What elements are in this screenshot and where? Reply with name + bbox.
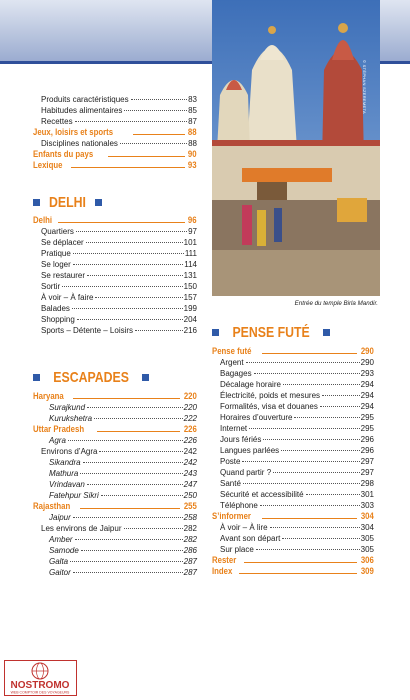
toc-entry-page: 296 [360, 435, 374, 444]
toc-entry-label: Quartiers [41, 227, 74, 236]
toc-entry-page: 222 [183, 414, 197, 423]
leader-dots [239, 573, 357, 574]
toc-entry [41, 314, 197, 325]
toc-entry-label: Balades [41, 304, 70, 313]
toc-entry [33, 424, 197, 435]
toc-entry-page: 85 [188, 106, 197, 115]
toc-entry-page: 305 [360, 534, 374, 543]
toc-entry-label: Se loger [41, 260, 71, 269]
leader-dots [244, 562, 358, 563]
leader-dots [73, 517, 183, 518]
toc-entry-page: 301 [360, 490, 374, 499]
leader-dots [120, 143, 187, 144]
toc-entry [41, 138, 197, 149]
blue-square-icon [323, 329, 330, 336]
section-heading [33, 369, 149, 386]
toc-entry [49, 413, 197, 424]
leader-dots [246, 362, 360, 363]
nostromo-logo [4, 660, 77, 696]
toc-entry [41, 248, 197, 259]
blue-square-icon [95, 199, 102, 206]
toc-entry [212, 555, 374, 566]
leader-dots [77, 319, 183, 320]
toc-entry-page: 286 [183, 546, 197, 555]
toc-entry [220, 456, 374, 467]
leader-dots [75, 539, 183, 540]
toc-entry-label: Vrindavan [49, 480, 85, 489]
leader-dots [62, 286, 183, 287]
leader-dots [73, 572, 183, 573]
toc-entry-page: 97 [188, 227, 197, 236]
leader-dots [254, 373, 360, 374]
toc-entry-label: Sikandra [49, 458, 81, 467]
toc-entry-page: 304 [360, 511, 374, 522]
toc-entry-label: Jeux, loisirs et sports [33, 127, 114, 138]
leader-dots [97, 431, 180, 432]
toc-entry [220, 478, 374, 489]
toc-entry-label: Poste [220, 457, 241, 466]
toc-entry [41, 237, 197, 248]
toc-entry-label: Kurukshetra [49, 414, 93, 423]
toc-entry-label: Rajasthan [33, 501, 71, 512]
toc-entry [220, 533, 374, 544]
toc-entry-label: Internet [220, 424, 248, 433]
leader-dots [243, 483, 360, 484]
toc-entry-label: Sur place [220, 545, 254, 554]
leader-dots [124, 110, 187, 111]
toc-entry-label: Mathura [49, 469, 79, 478]
section-title: DELHI [49, 194, 86, 211]
toc-entry-label: Téléphone [220, 501, 258, 510]
toc-entry-label: Se déplacer [41, 238, 84, 247]
toc-entry [49, 402, 197, 413]
leader-dots [70, 561, 183, 562]
toc-entry-label: Uttar Pradesh [33, 424, 85, 435]
leader-dots [71, 167, 186, 168]
section-heading [33, 194, 102, 211]
blue-square-icon [142, 374, 149, 381]
toc-entry [220, 489, 374, 500]
toc-entry [41, 281, 197, 292]
toc-entry [41, 259, 197, 270]
toc-entry-page: 309 [360, 566, 374, 577]
toc-entry-page: 296 [360, 446, 374, 455]
toc-entry [41, 270, 197, 281]
toc-entry [212, 566, 374, 577]
toc-entry [41, 523, 197, 534]
toc-entry-label: Sports – Détente – Loisirs [41, 326, 134, 335]
leader-dots [249, 428, 360, 429]
toc-entry [220, 379, 374, 390]
toc-entry-label: Langues parlées [220, 446, 280, 455]
toc-entry-label: Surajkund [49, 403, 86, 412]
toc-entry-page: 199 [183, 304, 197, 313]
toc-entry [41, 303, 197, 314]
toc-entry [212, 511, 374, 522]
toc-entry-label: À voir – À faire [41, 293, 94, 302]
toc-entry-label: Pense futé [212, 346, 252, 357]
blue-square-icon [33, 374, 40, 381]
toc-entry-page: 204 [183, 315, 197, 324]
toc-entry-page: 101 [183, 238, 197, 247]
toc-entry-page: 287 [183, 568, 197, 577]
toc-entry [49, 490, 197, 501]
toc-entry [49, 435, 197, 446]
toc-entry [220, 390, 374, 401]
toc-entry-page: 293 [360, 369, 374, 378]
leader-dots [95, 297, 182, 298]
toc-entry-page: 88 [188, 127, 197, 138]
leader-dots [68, 440, 183, 441]
leader-dots [124, 528, 183, 529]
toc-entry-page: 250 [183, 491, 197, 500]
toc-entry-page: 96 [188, 215, 197, 226]
toc-entry [49, 534, 197, 545]
toc-entry-page: 258 [183, 513, 197, 522]
toc-entry [41, 226, 197, 237]
toc-entry-page: 83 [188, 95, 197, 104]
toc-entry-page: 90 [188, 149, 197, 160]
blue-square-icon [33, 199, 40, 206]
leader-dots [101, 495, 183, 496]
toc-entry [220, 423, 374, 434]
toc-entry-page: 242 [183, 447, 197, 456]
leader-dots [94, 418, 183, 419]
toc-entry-label: Habitudes alimentaires [41, 106, 123, 115]
toc-entry-label: Environs d’Agra [41, 447, 98, 456]
toc-entry-label: Gaitor [49, 568, 71, 577]
toc-entry-page: 287 [183, 557, 197, 566]
section-title: ESCAPADES [53, 369, 129, 386]
toc-entry [49, 468, 197, 479]
toc-entry [41, 105, 197, 116]
toc-entry [220, 445, 374, 456]
toc-entry [220, 500, 374, 511]
toc-entry-page: 93 [188, 160, 197, 171]
photo-caption: Entrée du temple Birla Mandir. [294, 300, 378, 307]
toc-entry-page: 247 [183, 480, 197, 489]
toc-entry-label: Lexique [33, 160, 63, 171]
toc-entry-label: Agra [49, 436, 66, 445]
toc-entry [220, 412, 374, 423]
toc-entry-label: Les environs de Jaipur [41, 524, 122, 533]
toc-entry-label: Se restaurer [41, 271, 86, 280]
toc-entry-page: 88 [188, 139, 197, 148]
toc-entry-page: 282 [183, 524, 197, 533]
toc-entry-label: Sortir [41, 282, 61, 291]
toc-entry-label: Électricité, poids et mesures [220, 391, 321, 400]
toc-entry-page: 297 [360, 468, 374, 477]
toc-entry [220, 368, 374, 379]
toc-entry-label: Horaires d’ouverture [220, 413, 293, 422]
toc-entry [33, 160, 197, 171]
leader-dots [108, 156, 185, 157]
toc-entry-page: 243 [183, 469, 197, 478]
leader-dots [282, 538, 359, 539]
leader-dots [81, 550, 183, 551]
leader-dots [283, 384, 360, 385]
toc-entry [49, 512, 197, 523]
toc-entry-page: 220 [183, 403, 197, 412]
leader-dots [281, 450, 359, 451]
toc-entry-page: 297 [360, 457, 374, 466]
toc-entry-label: Jours fériés [220, 435, 262, 444]
leader-dots [135, 330, 183, 331]
toc-entry [220, 434, 374, 445]
toc-entry-label: Pratique [41, 249, 71, 258]
leader-dots [322, 395, 360, 396]
toc-entry [220, 544, 374, 555]
toc-entry [41, 325, 197, 336]
toc-entry [49, 567, 197, 578]
toc-entry [33, 215, 197, 226]
toc-entry-page: 111 [184, 249, 197, 258]
toc-entry-label: Quand partir ? [220, 468, 272, 477]
leader-dots [73, 398, 181, 399]
toc-entry [41, 116, 197, 127]
leader-dots [131, 99, 188, 100]
toc-entry-label: À voir – À lire [220, 523, 268, 532]
toc-entry-page: 306 [360, 555, 374, 566]
leader-dots [87, 407, 183, 408]
leader-dots [76, 231, 187, 232]
toc-entry-label: Santé [220, 479, 241, 488]
leader-dots [273, 472, 360, 473]
toc-entry-page: 294 [360, 391, 374, 400]
toc-entry-page: 294 [360, 402, 374, 411]
toc-entry-page: 242 [183, 458, 197, 467]
leader-dots [58, 222, 185, 223]
leader-dots [75, 121, 188, 122]
toc-entry-page: 303 [360, 501, 374, 510]
toc-entry-label: Disciplines nationales [41, 139, 118, 148]
leader-dots [320, 406, 360, 407]
leader-dots [87, 484, 183, 485]
toc-entry-label: Jaipur [49, 513, 71, 522]
toc-entry-label: Galta [49, 557, 69, 566]
leader-dots [80, 508, 180, 509]
toc-entry-page: 294 [360, 380, 374, 389]
leader-dots [73, 253, 184, 254]
toc-entry-page: 282 [183, 535, 197, 544]
toc-entry-label: Recettes [41, 117, 73, 126]
toc-entry [49, 556, 197, 567]
toc-entry [49, 479, 197, 490]
toc-entry-page: 220 [183, 391, 197, 402]
leader-dots [270, 527, 360, 528]
toc-entry-label: Argent [220, 358, 244, 367]
leader-dots [72, 308, 183, 309]
leader-dots [306, 494, 360, 495]
toc-entry-page: 298 [360, 479, 374, 488]
toc-entry-label: Avant son départ [220, 534, 281, 543]
toc-entry-page: 114 [184, 260, 197, 269]
toc-entry-label: Formalités, visa et douanes [220, 402, 318, 411]
toc-entry [220, 522, 374, 533]
toc-entry [33, 127, 197, 138]
toc-entry-label: Produits caractéristiques [41, 95, 129, 104]
leader-dots [83, 462, 183, 463]
toc-entry [220, 357, 374, 368]
temple-photo [212, 0, 380, 296]
toc-entry-page: 255 [183, 501, 197, 512]
leader-dots [294, 417, 359, 418]
leader-dots [262, 353, 357, 354]
toc-entry-label: Rester [212, 555, 237, 566]
leader-dots [260, 505, 360, 506]
toc-entry-page: 131 [183, 271, 197, 280]
section-title: PENSE FUTÉ [232, 324, 310, 341]
toc-entry [49, 457, 197, 468]
toc-entry-label: Sécurité et accessibilité [220, 490, 304, 499]
toc-entry [49, 545, 197, 556]
toc-entry-page: 150 [183, 282, 197, 291]
photo-credit: © STÉPHAN SZEREMETA [362, 60, 367, 114]
toc-entry-label: Shopping [41, 315, 75, 324]
toc-entry-label: Bagages [220, 369, 252, 378]
svg-text:NOSTROMO: NOSTROMO [10, 680, 70, 691]
toc-entry-page: 295 [360, 424, 374, 433]
toc-entry [220, 467, 374, 478]
leader-dots [262, 518, 358, 519]
toc-entry [33, 149, 197, 160]
toc-entry-page: 87 [188, 117, 197, 126]
toc-entry [33, 391, 197, 402]
toc-entry-page: 157 [183, 293, 197, 302]
toc-entry-page: 216 [183, 326, 197, 335]
blue-square-icon [212, 329, 219, 336]
toc-entry-label: Enfants du pays [33, 149, 94, 160]
leader-dots [73, 264, 183, 265]
section-heading [212, 324, 330, 341]
toc-entry [220, 401, 374, 412]
toc-entry [41, 94, 197, 105]
toc-entry [41, 292, 197, 303]
toc-entry-page: 305 [360, 545, 374, 554]
toc-entry-page: 295 [360, 413, 374, 422]
svg-text:WEB COMPTOIR DES VOYAGEURS: WEB COMPTOIR DES VOYAGEURS [10, 690, 70, 695]
toc-entry-label: Amber [49, 535, 73, 544]
toc-entry [212, 346, 374, 357]
toc-entry-label: Index [212, 566, 233, 577]
toc-entry-label: Fatehpur Sikri [49, 491, 99, 500]
toc-entry [41, 446, 197, 457]
toc-entry-label: Décalage horaire [220, 380, 281, 389]
toc-entry-page: 304 [360, 523, 374, 532]
toc-entry-label: Delhi [33, 215, 53, 226]
toc-entry-label: Samode [49, 546, 79, 555]
leader-dots [99, 451, 182, 452]
toc-entry-page: 290 [360, 346, 374, 357]
leader-dots [242, 461, 359, 462]
leader-dots [263, 439, 359, 440]
toc-entry-label: S’informer [212, 511, 251, 522]
leader-dots [80, 473, 182, 474]
leader-dots [256, 549, 360, 550]
toc-entry-page: 290 [360, 358, 374, 367]
leader-dots [86, 242, 183, 243]
leader-dots [133, 134, 186, 135]
toc-entry-page: 226 [183, 436, 197, 445]
toc-entry-label: Haryana [33, 391, 64, 402]
toc-entry [33, 501, 197, 512]
leader-dots [87, 275, 183, 276]
toc-entry-page: 226 [183, 424, 197, 435]
